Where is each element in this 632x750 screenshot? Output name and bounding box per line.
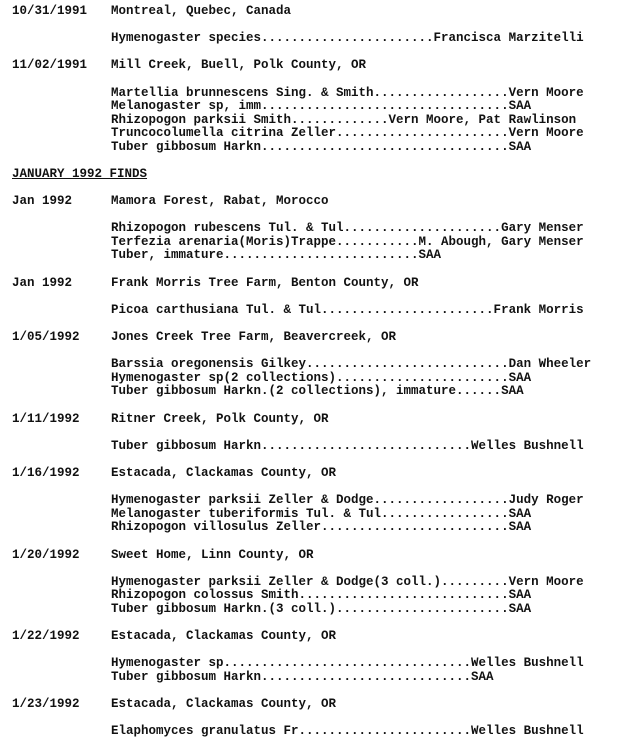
entry-location: Estacada, Clackamas County, OR [111, 629, 337, 644]
find-line: Barssia oregonensis Gilkey...........................Dan Wheeler [111, 357, 592, 372]
find-line: Tuber gibbosum Harkn.(3 coll.).......................SAA [111, 602, 532, 616]
entry-location: Frank Morris Tree Farm, Benton County, OR [111, 275, 419, 290]
find-line: Picoa carthusiana Tul. & Tul.......................Frank Morris [111, 302, 584, 317]
find-line: Melanogaster tuberiformis Tul. & Tul.................SAA [111, 506, 532, 521]
find-line: Tuber gibbosum Harkn............................SAA [111, 670, 494, 684]
entry-date: Jan 1992 [12, 194, 73, 208]
find-line: Terfezia arenaria(Moris)Trappe...........M. Abough, Gary Menser [111, 234, 584, 249]
entry-date: 1/11/1992 [12, 411, 80, 426]
entry-date: 1/22/1992 [12, 629, 80, 644]
find-line: Rhizopogon villosulus Zeller.........................SAA [111, 520, 532, 535]
find-line: Tuber, immature..........................SAA [111, 248, 442, 263]
find-line: Hymenogaster sp(2 collections).......................SAA [111, 370, 532, 385]
find-line: Hymenogaster sp.................................Welles Bushnell [111, 656, 584, 671]
find-line: Tuber gibbosum Harkn.................................SAA [111, 140, 532, 154]
entry-date: 11/02/1991 [12, 58, 88, 73]
find-line: Rhizopogon rubescens Tul. & Tul.....................Gary Menser [111, 221, 584, 236]
find-line: Tuber gibbosum Harkn............................Welles Bushnell [111, 438, 584, 453]
find-line: Martellia brunnescens Sing. & Smith..................Vern Moore [111, 85, 584, 100]
entry-date: 1/16/1992 [12, 466, 80, 480]
entry-location: Jones Creek Tree Farm, Beavercreek, OR [111, 330, 397, 344]
entry-location: Mamora Forest, Rabat, Morocco [111, 194, 329, 208]
find-line: Rhizopogon colossus Smith............................SAA [111, 588, 532, 603]
entry-location: Sweet Home, Linn County, OR [111, 547, 314, 562]
find-line: Hymenogaster species.......................Francisca Marzitelli [111, 31, 584, 46]
find-line: Melanogaster sp, imm.................................SAA [111, 99, 532, 114]
entry-location: Estacada, Clackamas County, OR [111, 466, 337, 480]
entry-location: Estacada, Clackamas County, OR [111, 697, 337, 712]
entry-date: 1/05/1992 [12, 330, 80, 344]
entry-location: Ritner Creek, Polk County, OR [111, 411, 329, 426]
entry-date: 10/31/1991 [12, 4, 88, 18]
section-heading: JANUARY 1992 FINDS [12, 167, 148, 181]
find-line: Truncocolumella citrina Zeller.......................Vern Moore [111, 126, 584, 141]
find-line: Elaphomyces granulatus Fr.......................Welles Bushnell [111, 724, 584, 739]
entry-date: Jan 1992 [12, 275, 73, 290]
find-line: Rhizopogon parksii Smith.............Vern Moore, Pat Rawlinson [111, 112, 577, 127]
entry-date: 1/23/1992 [12, 697, 80, 712]
find-line: Hymenogaster parksii Zeller & Dodge..................Judy Roger [111, 493, 584, 508]
entry-location: Mill Creek, Buell, Polk County, OR [111, 58, 367, 73]
find-line: Hymenogaster parksii Zeller & Dodge(3 coll.).........Vern Moore [111, 574, 584, 589]
entry-location: Montreal, Quebec, Canada [111, 4, 292, 18]
find-line: Tuber gibbosum Harkn.(2 collections), immature......SAA [111, 384, 524, 399]
entry-date: 1/20/1992 [12, 547, 80, 562]
